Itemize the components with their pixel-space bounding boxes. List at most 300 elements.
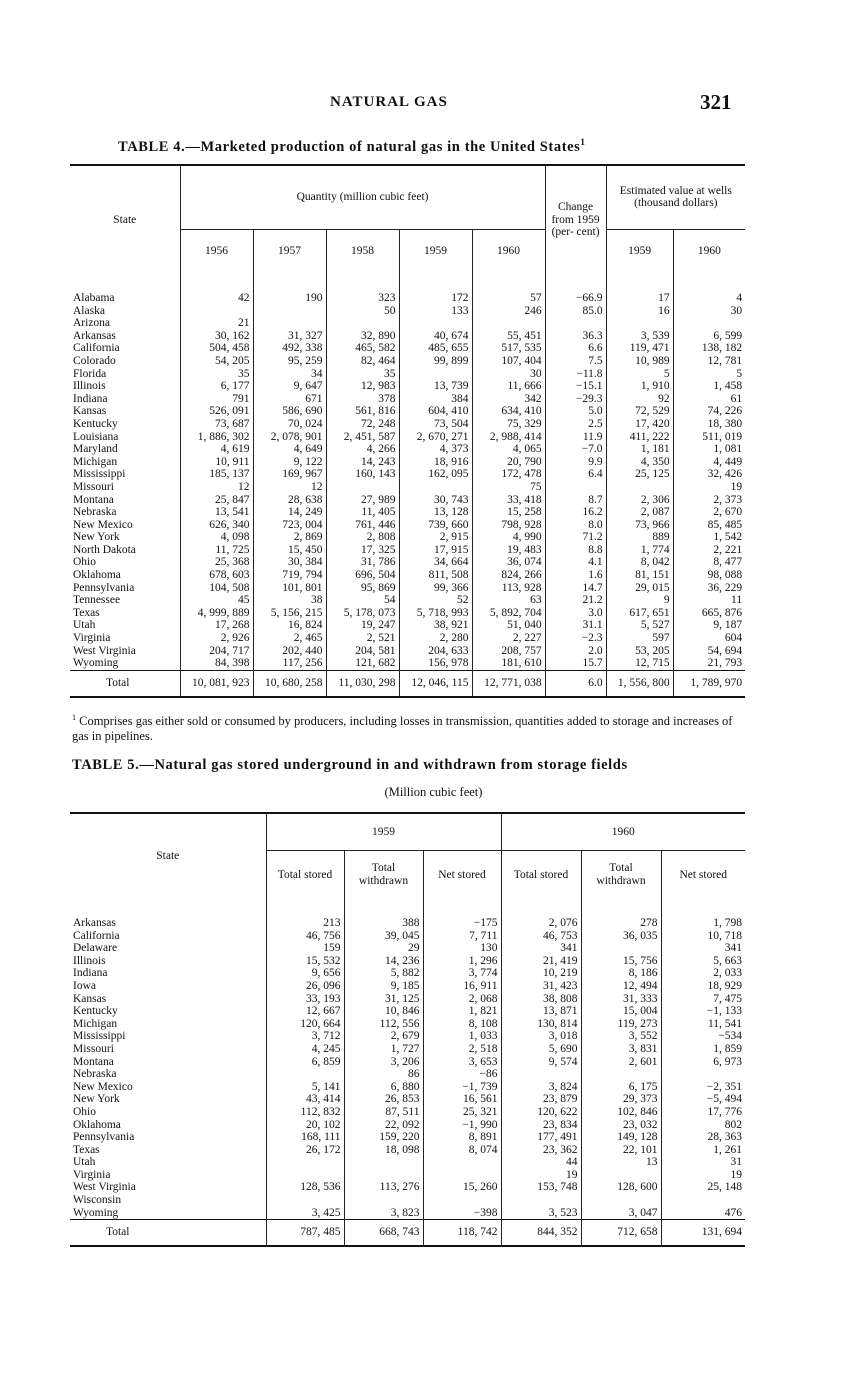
row-cell: 23, 879 [501, 1093, 581, 1106]
total-cell: 1, 556, 800 [606, 670, 673, 697]
row-cell: 31 [661, 1156, 745, 1169]
row-cell: 2, 869 [253, 531, 326, 544]
row-cell: 26, 172 [266, 1144, 344, 1157]
row-cell: 7, 711 [423, 930, 501, 943]
row-cell: 16, 911 [423, 980, 501, 993]
row-cell: 61 [673, 393, 745, 406]
row-cell: 561, 816 [326, 405, 399, 418]
table4-year-1956: 1956 [180, 229, 253, 274]
row-cell: 8, 186 [581, 967, 661, 980]
row-cell: 40, 674 [399, 330, 472, 343]
row-cell: 138, 182 [673, 342, 745, 355]
row-cell: 1, 181 [606, 443, 673, 456]
total-cell: 10, 680, 258 [253, 670, 326, 697]
row-cell: −1, 739 [423, 1081, 501, 1094]
row-cell: 85.0 [545, 305, 606, 318]
row-state: Utah [73, 1156, 96, 1169]
table5-subcol-total-stored-1959: Total stored [266, 851, 344, 900]
row-cell: 8, 477 [673, 556, 745, 569]
row-cell: 17, 420 [606, 418, 673, 431]
row-cell: 3, 823 [344, 1207, 423, 1220]
row-cell: 54, 694 [673, 645, 745, 658]
row-cell: 29, 373 [581, 1093, 661, 1106]
row-cell: 13, 128 [399, 506, 472, 519]
row-cell: 34, 664 [399, 556, 472, 569]
row-state: Alabama [73, 292, 115, 304]
total-cell: 12, 046, 115 [399, 670, 472, 697]
row-cell: 22, 101 [581, 1144, 661, 1157]
table4-body [70, 165, 745, 697]
row-cell [606, 317, 673, 330]
table-row [70, 1056, 745, 1069]
row-cell: −2, 351 [661, 1081, 745, 1094]
total-label: Total [70, 1220, 266, 1247]
row-cell [673, 317, 745, 330]
row-cell: 384 [399, 393, 472, 406]
total-cell: 787, 485 [266, 1220, 344, 1247]
row-cell: 31, 786 [326, 556, 399, 569]
row-state: Texas [73, 1143, 100, 1156]
row-cell: 172 [399, 274, 472, 305]
row-cell: 75, 329 [472, 418, 545, 431]
row-cell: 128, 536 [266, 1181, 344, 1194]
row-cell: 9, 187 [673, 619, 745, 632]
total-cell: 668, 743 [344, 1220, 423, 1247]
row-cell [423, 1156, 501, 1169]
row-cell: 130, 814 [501, 1018, 581, 1031]
row-cell: 102, 846 [581, 1106, 661, 1119]
table-row [70, 330, 745, 343]
table-row [70, 569, 745, 582]
table-row [70, 632, 745, 645]
row-cell: 739, 660 [399, 519, 472, 532]
table-row [70, 1181, 745, 1194]
row-cell: 8, 891 [423, 1131, 501, 1144]
table4-quantity-header: Quantity (million cubic feet) [180, 165, 545, 229]
row-cell: 87, 511 [344, 1106, 423, 1119]
row-cell: 7.5 [545, 355, 606, 368]
row-state: New Mexico [73, 1080, 133, 1093]
row-cell: 8.8 [545, 544, 606, 557]
row-cell: 9 [606, 594, 673, 607]
row-cell: 1, 798 [661, 899, 745, 930]
table-row [70, 1207, 745, 1220]
row-cell: 32, 890 [326, 330, 399, 343]
row-cell [326, 481, 399, 494]
row-cell: 4, 266 [326, 443, 399, 456]
row-cell: 723, 004 [253, 519, 326, 532]
row-cell: 57 [472, 274, 545, 305]
row-cell: 38, 808 [501, 993, 581, 1006]
footnote-mark: 1 [72, 713, 76, 722]
row-cell: 1.6 [545, 569, 606, 582]
row-cell: 43, 414 [266, 1093, 344, 1106]
row-cell: 19 [501, 1169, 581, 1182]
table-row [70, 1030, 745, 1043]
row-state: Oklahoma [73, 569, 121, 582]
row-cell: 388 [344, 899, 423, 930]
table-row [70, 930, 745, 943]
running-title: NATURAL GAS [330, 94, 448, 110]
table5-subcol-total-withdrawn-1960: Total withdrawn [581, 851, 661, 900]
row-cell: 504, 458 [180, 342, 253, 355]
row-cell: 465, 582 [326, 342, 399, 355]
row-cell: 11, 666 [472, 380, 545, 393]
row-cell: 95, 869 [326, 582, 399, 595]
row-cell: 4, 065 [472, 443, 545, 456]
row-cell: 36, 074 [472, 556, 545, 569]
row-cell: 18, 916 [399, 456, 472, 469]
row-cell: 36.3 [545, 330, 606, 343]
row-cell: 71.2 [545, 531, 606, 544]
row-state: Ohio [73, 1105, 96, 1118]
row-cell: 2, 518 [423, 1043, 501, 1056]
table4-value-header: Estimated value at wells (thousand dollars) [606, 165, 745, 229]
row-cell: 38 [253, 594, 326, 607]
table-row [70, 556, 745, 569]
table-row [70, 1156, 745, 1169]
row-cell: 26, 096 [266, 980, 344, 993]
row-cell: 634, 410 [472, 405, 545, 418]
row-cell: 2, 033 [661, 967, 745, 980]
row-state: Indiana [73, 392, 108, 405]
table5-year-1959: 1959 [266, 813, 501, 851]
row-cell: −11.8 [545, 368, 606, 381]
row-cell: 8, 042 [606, 556, 673, 569]
row-state: Illinois [73, 954, 106, 967]
row-state: Missouri [73, 480, 114, 493]
row-state: Maryland [73, 443, 118, 456]
row-cell: 46, 756 [266, 930, 344, 943]
row-cell: 11, 725 [180, 544, 253, 557]
row-state: Oklahoma [73, 1118, 121, 1131]
row-cell: 511, 019 [673, 431, 745, 444]
row-cell: 23, 834 [501, 1119, 581, 1132]
row-cell: 719, 794 [253, 569, 326, 582]
row-cell: 17, 776 [661, 1106, 745, 1119]
row-cell: 153, 748 [501, 1181, 581, 1194]
row-cell: 6, 177 [180, 380, 253, 393]
table-row [70, 980, 745, 993]
table4-state-header: State [70, 165, 180, 274]
row-cell: −534 [661, 1030, 745, 1043]
row-cell: 3.0 [545, 607, 606, 620]
row-cell: 75 [472, 481, 545, 494]
row-cell [399, 481, 472, 494]
row-cell: 9.9 [545, 456, 606, 469]
table-row [70, 607, 745, 620]
row-cell: 671 [253, 393, 326, 406]
row-cell: 16, 824 [253, 619, 326, 632]
row-cell: 4, 999, 889 [180, 607, 253, 620]
row-cell: 3, 018 [501, 1030, 581, 1043]
row-cell: 492, 338 [253, 342, 326, 355]
table-row [70, 1194, 745, 1207]
table4-value-year-1960: 1960 [673, 229, 745, 274]
row-cell: 181, 610 [472, 657, 545, 670]
row-cell: 25, 125 [606, 468, 673, 481]
row-cell: 4 [673, 274, 745, 305]
row-cell: 798, 928 [472, 519, 545, 532]
row-cell: −66.9 [545, 274, 606, 305]
row-cell: 1, 542 [673, 531, 745, 544]
row-cell: 3, 206 [344, 1056, 423, 1069]
table-row [70, 274, 745, 305]
row-cell: 824, 266 [472, 569, 545, 582]
row-cell: 25, 148 [661, 1181, 745, 1194]
table-row [70, 494, 745, 507]
row-cell: 112, 556 [344, 1018, 423, 1031]
row-cell: 3, 831 [581, 1043, 661, 1056]
row-cell: 5 [673, 368, 745, 381]
row-state: Virginia [73, 632, 111, 645]
row-cell: 31, 423 [501, 980, 581, 993]
row-cell: 34 [253, 368, 326, 381]
row-cell: 3, 523 [501, 1207, 581, 1220]
row-cell: 378 [326, 393, 399, 406]
row-cell: 278 [581, 899, 661, 930]
row-cell: 678, 603 [180, 569, 253, 582]
row-state: Michigan [73, 1017, 118, 1030]
row-cell: 2, 068 [423, 993, 501, 1006]
row-cell: 35 [326, 368, 399, 381]
row-cell [606, 481, 673, 494]
row-cell: 14.7 [545, 582, 606, 595]
table4-year-1957: 1957 [253, 229, 326, 274]
total-cell: 118, 742 [423, 1220, 501, 1247]
table-row [70, 405, 745, 418]
row-cell: 517, 535 [472, 342, 545, 355]
table-row [70, 1144, 745, 1157]
row-state: Mississippi [73, 468, 126, 481]
row-cell [253, 305, 326, 318]
row-state: Michigan [73, 455, 118, 468]
row-state: Mississippi [73, 1030, 126, 1043]
row-cell: −1, 990 [423, 1119, 501, 1132]
page-number: 321 [700, 90, 732, 114]
table-row [70, 368, 745, 381]
table-row [70, 418, 745, 431]
row-cell: 72, 529 [606, 405, 673, 418]
row-cell: 5, 892, 704 [472, 607, 545, 620]
row-cell: 10, 989 [606, 355, 673, 368]
table-row [70, 544, 745, 557]
row-cell: 4, 990 [472, 531, 545, 544]
table-row [70, 993, 745, 1006]
row-cell: 2, 221 [673, 544, 745, 557]
row-cell: 12, 781 [673, 355, 745, 368]
table5-subcaption: (Million cubic feet) [384, 785, 483, 799]
row-cell: 2, 076 [501, 899, 581, 930]
row-state: Florida [73, 367, 107, 380]
row-cell: 12, 667 [266, 1005, 344, 1018]
row-state: New Mexico [73, 518, 133, 531]
row-cell [423, 1194, 501, 1207]
row-cell: 70, 024 [253, 418, 326, 431]
row-cell: 5, 156, 215 [253, 607, 326, 620]
row-cell: 8.7 [545, 494, 606, 507]
row-cell: 30 [673, 305, 745, 318]
table4-value-year-1959: 1959 [606, 229, 673, 274]
row-cell: 6, 880 [344, 1081, 423, 1094]
row-state: North Dakota [73, 543, 136, 556]
row-cell: 5, 178, 073 [326, 607, 399, 620]
row-cell: 342 [472, 393, 545, 406]
table4-footnote [72, 710, 752, 744]
table4-caption-note: 1 [580, 137, 586, 147]
row-state: Utah [73, 619, 96, 632]
row-cell: 604, 410 [399, 405, 472, 418]
row-state: Missouri [73, 1042, 114, 1055]
row-state: New York [73, 1093, 120, 1106]
row-cell: 95, 259 [253, 355, 326, 368]
row-cell: 18, 098 [344, 1144, 423, 1157]
row-cell: 9, 122 [253, 456, 326, 469]
row-cell: 20, 102 [266, 1119, 344, 1132]
row-cell [581, 1194, 661, 1207]
row-state: Ohio [73, 556, 96, 569]
row-cell: 36, 035 [581, 930, 661, 943]
row-cell: 586, 690 [253, 405, 326, 418]
row-cell: 31, 333 [581, 993, 661, 1006]
row-cell [253, 317, 326, 330]
row-cell: 761, 446 [326, 519, 399, 532]
row-cell: 15, 450 [253, 544, 326, 557]
table-row [70, 899, 745, 930]
row-state: Tennessee [73, 594, 121, 607]
row-cell: 1, 081 [673, 443, 745, 456]
row-cell: 5, 663 [661, 955, 745, 968]
row-cell: 168, 111 [266, 1131, 344, 1144]
row-cell: 159 [266, 942, 344, 955]
row-cell: 23, 032 [581, 1119, 661, 1132]
total-cell: 10, 081, 923 [180, 670, 253, 697]
total-cell: 12, 771, 038 [472, 670, 545, 697]
row-cell: 44 [501, 1156, 581, 1169]
total-row [70, 670, 745, 697]
row-cell: 2, 679 [344, 1030, 423, 1043]
row-cell: 54 [326, 594, 399, 607]
table4-year-1960: 1960 [472, 229, 545, 274]
row-cell: 162, 095 [399, 468, 472, 481]
row-cell: 17, 915 [399, 544, 472, 557]
row-state: Arkansas [73, 329, 116, 342]
row-state: Indiana [73, 967, 108, 980]
row-cell: 117, 256 [253, 657, 326, 670]
row-cell: 7, 475 [661, 993, 745, 1006]
row-cell: 169, 967 [253, 468, 326, 481]
row-cell: 2, 670 [673, 506, 745, 519]
row-cell: 4.1 [545, 556, 606, 569]
row-cell: 9, 656 [266, 967, 344, 980]
row-cell: 202, 440 [253, 645, 326, 658]
row-cell: 30, 162 [180, 330, 253, 343]
row-state: Wyoming [73, 657, 119, 670]
row-cell: 16.2 [545, 506, 606, 519]
row-cell: 204, 633 [399, 645, 472, 658]
table5-year-1960: 1960 [501, 813, 745, 851]
row-cell [472, 317, 545, 330]
row-cell: 411, 222 [606, 431, 673, 444]
table5-subcol-net-stored-1959: Net stored [423, 851, 501, 900]
row-cell [581, 1068, 661, 1081]
row-cell: 119, 471 [606, 342, 673, 355]
row-cell: 18, 380 [673, 418, 745, 431]
row-cell: 16, 561 [423, 1093, 501, 1106]
row-cell: 3, 774 [423, 967, 501, 980]
row-state: Texas [73, 606, 100, 619]
row-cell: 1, 821 [423, 1005, 501, 1018]
row-cell: 791 [180, 393, 253, 406]
row-cell [423, 1169, 501, 1182]
row-cell: 17, 325 [326, 544, 399, 557]
row-cell: 55, 451 [472, 330, 545, 343]
row-cell: 25, 321 [423, 1106, 501, 1119]
row-state: Louisiana [73, 430, 119, 443]
row-cell: 33, 418 [472, 494, 545, 507]
row-cell: 13, 871 [501, 1005, 581, 1018]
row-cell: 5, 690 [501, 1043, 581, 1056]
row-cell: 30, 743 [399, 494, 472, 507]
row-cell: 45 [180, 594, 253, 607]
row-cell [501, 1068, 581, 1081]
table5-subcol-total-stored-1960: Total stored [501, 851, 581, 900]
table-row [70, 342, 745, 355]
total-cell: 11, 030, 298 [326, 670, 399, 697]
table4-year-1959: 1959 [399, 229, 472, 274]
row-cell: 2, 078, 901 [253, 431, 326, 444]
table-row [70, 519, 745, 532]
row-cell: 31, 125 [344, 993, 423, 1006]
row-state: Montana [73, 1055, 114, 1068]
row-state: Montana [73, 493, 114, 506]
row-cell: 2, 465 [253, 632, 326, 645]
row-cell [344, 1194, 423, 1207]
row-cell: 1, 886, 302 [180, 431, 253, 444]
row-cell [326, 317, 399, 330]
row-cell: 3, 047 [581, 1207, 661, 1220]
row-cell: 177, 491 [501, 1131, 581, 1144]
row-cell: 12, 983 [326, 380, 399, 393]
row-cell: 597 [606, 632, 673, 645]
row-cell: 5 [606, 368, 673, 381]
row-cell: −7.0 [545, 443, 606, 456]
row-state: Kansas [73, 405, 107, 418]
row-state: Virginia [73, 1168, 111, 1181]
row-cell: 81, 151 [606, 569, 673, 582]
table5 [70, 812, 745, 1247]
row-cell: 73, 504 [399, 418, 472, 431]
table-row [70, 431, 745, 444]
row-cell: 5, 141 [266, 1081, 344, 1094]
row-cell: 38, 921 [399, 619, 472, 632]
row-cell: 3, 552 [581, 1030, 661, 1043]
row-cell: 10, 718 [661, 930, 745, 943]
table-row [70, 1106, 745, 1119]
row-cell: 11, 541 [661, 1018, 745, 1031]
row-cell: 15, 004 [581, 1005, 661, 1018]
row-cell: 5, 718, 993 [399, 607, 472, 620]
row-cell: 128, 600 [581, 1181, 661, 1194]
row-cell: 46, 753 [501, 930, 581, 943]
row-state: California [73, 929, 120, 942]
row-cell: 6, 175 [581, 1081, 661, 1094]
row-cell: 149, 128 [581, 1131, 661, 1144]
table-row [70, 967, 745, 980]
row-cell: 4, 350 [606, 456, 673, 469]
row-cell: 121, 682 [326, 657, 399, 670]
row-cell: 485, 655 [399, 342, 472, 355]
